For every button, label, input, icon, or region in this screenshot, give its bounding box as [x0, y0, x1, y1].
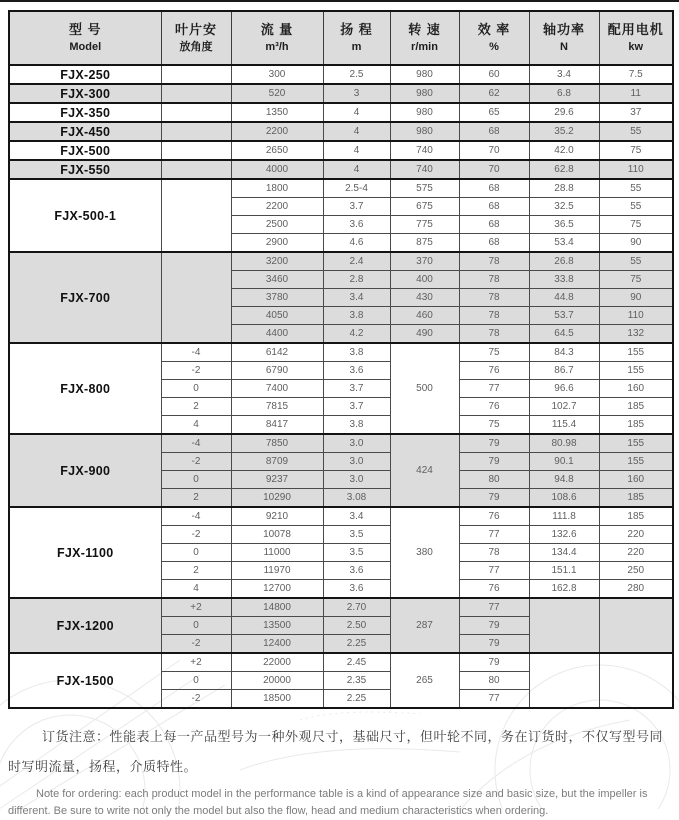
table-row: [9, 507, 673, 526]
efficiency-cell: 68: [459, 216, 529, 234]
head-cell: 3.08: [323, 489, 390, 508]
angle-cell: -2: [161, 526, 231, 544]
angle-cell: -4: [161, 343, 231, 362]
motor-cell: 11: [599, 84, 673, 103]
power-cell: 151.1: [529, 562, 599, 580]
table-row: [9, 84, 673, 103]
head-cell: 2.4: [323, 252, 390, 271]
efficiency-cell: 78: [459, 325, 529, 344]
motor-cell: [599, 598, 673, 653]
speed-cell: 400: [390, 271, 459, 289]
head-cell: 3.7: [323, 398, 390, 416]
head-cell: 2.45: [323, 653, 390, 672]
speed-cell: 380: [390, 507, 459, 598]
table-row: [9, 103, 673, 122]
motor-cell: [599, 653, 673, 708]
power-cell: 115.4: [529, 416, 599, 435]
motor-cell: 220: [599, 526, 673, 544]
head-cell: 3.4: [323, 289, 390, 307]
power-cell: 90.1: [529, 453, 599, 471]
head-cell: 2.50: [323, 617, 390, 635]
motor-cell: 55: [599, 122, 673, 141]
power-cell: 84.3: [529, 343, 599, 362]
power-cell: 35.2: [529, 122, 599, 141]
power-cell: 42.0: [529, 141, 599, 160]
efficiency-cell: 78: [459, 289, 529, 307]
motor-cell: 185: [599, 416, 673, 435]
angle-cell: [161, 160, 231, 179]
speed-cell: 490: [390, 325, 459, 344]
angle-cell: 0: [161, 617, 231, 635]
angle-cell: [161, 122, 231, 141]
table-row: [9, 343, 673, 362]
flow-cell: 8417: [231, 416, 323, 435]
efficiency-cell: 78: [459, 252, 529, 271]
angle-cell: [161, 252, 231, 343]
angle-cell: [161, 84, 231, 103]
flow-cell: 9237: [231, 471, 323, 489]
head-cell: 2.8: [323, 271, 390, 289]
motor-cell: 185: [599, 398, 673, 416]
flow-cell: 9210: [231, 507, 323, 526]
efficiency-cell: 79: [459, 617, 529, 635]
motor-cell: 75: [599, 271, 673, 289]
speed-cell: 287: [390, 598, 459, 653]
head-cell: 3.4: [323, 507, 390, 526]
motor-cell: 160: [599, 380, 673, 398]
flow-cell: 4000: [231, 160, 323, 179]
model-cell: FJX-350: [9, 103, 161, 122]
power-cell: 132.6: [529, 526, 599, 544]
speed-cell: 740: [390, 160, 459, 179]
efficiency-cell: 68: [459, 234, 529, 253]
angle-cell: -4: [161, 507, 231, 526]
efficiency-cell: 77: [459, 598, 529, 617]
efficiency-cell: 70: [459, 141, 529, 160]
table-row: [9, 434, 673, 453]
motor-cell: 90: [599, 289, 673, 307]
table-row: [9, 252, 673, 271]
flow-cell: 520: [231, 84, 323, 103]
speed-cell: 980: [390, 103, 459, 122]
efficiency-cell: 77: [459, 690, 529, 709]
column-header-4: 转 速 r/min: [390, 11, 459, 65]
motor-cell: 55: [599, 179, 673, 198]
column-header-1: 叶片安 放角度: [161, 11, 231, 65]
power-cell: 96.6: [529, 380, 599, 398]
column-header-5: 效 率 %: [459, 11, 529, 65]
speed-cell: 675: [390, 198, 459, 216]
angle-cell: [161, 103, 231, 122]
motor-cell: 55: [599, 252, 673, 271]
power-cell: 86.7: [529, 362, 599, 380]
head-cell: 4: [323, 103, 390, 122]
head-cell: 3.0: [323, 471, 390, 489]
note-english: Note for ordering: each product model in the performance table is a kind of appearance size and basic size, but the impeller is different. Be sure to write not only the model but also the flow, head and medium characteristics when ordering.: [8, 788, 648, 817]
model-cell: FJX-900: [9, 434, 161, 507]
power-cell: 36.5: [529, 216, 599, 234]
head-cell: 2.25: [323, 690, 390, 709]
flow-cell: 7400: [231, 380, 323, 398]
flow-cell: 22000: [231, 653, 323, 672]
efficiency-cell: 76: [459, 398, 529, 416]
angle-cell: 0: [161, 471, 231, 489]
efficiency-cell: 68: [459, 198, 529, 216]
column-header-7: 配用电机 kw: [599, 11, 673, 65]
angle-cell: [161, 179, 231, 252]
power-cell: 80.98: [529, 434, 599, 453]
flow-cell: 6790: [231, 362, 323, 380]
speed-cell: 265: [390, 653, 459, 708]
flow-cell: 11000: [231, 544, 323, 562]
power-cell: 28.8: [529, 179, 599, 198]
speed-cell: 775: [390, 216, 459, 234]
motor-cell: 75: [599, 216, 673, 234]
speed-cell: 430: [390, 289, 459, 307]
note-chinese: 订货注意：性能表上每一产品型号为一种外观尺寸，基础尺寸，但叶轮不同，务在订货时，不仅写型号同时写明流量，扬程，介质特性。: [8, 729, 664, 774]
power-cell: 64.5: [529, 325, 599, 344]
speed-cell: 575: [390, 179, 459, 198]
head-cell: 3.7: [323, 198, 390, 216]
efficiency-cell: 70: [459, 160, 529, 179]
angle-cell: 0: [161, 672, 231, 690]
speed-cell: 980: [390, 84, 459, 103]
head-cell: 3.8: [323, 343, 390, 362]
flow-cell: 3200: [231, 252, 323, 271]
efficiency-cell: 76: [459, 507, 529, 526]
speed-cell: 370: [390, 252, 459, 271]
flow-cell: 4050: [231, 307, 323, 325]
flow-cell: 1800: [231, 179, 323, 198]
motor-cell: 155: [599, 343, 673, 362]
flow-cell: 11970: [231, 562, 323, 580]
head-cell: 4: [323, 141, 390, 160]
flow-cell: 2500: [231, 216, 323, 234]
angle-cell: 0: [161, 380, 231, 398]
footnotes: [8, 722, 671, 820]
table-row: [9, 653, 673, 672]
table-row: [9, 179, 673, 198]
head-cell: 4.2: [323, 325, 390, 344]
flow-cell: 3780: [231, 289, 323, 307]
speed-cell: 980: [390, 65, 459, 84]
motor-cell: 220: [599, 544, 673, 562]
power-cell: 134.4: [529, 544, 599, 562]
head-cell: 2.5: [323, 65, 390, 84]
flow-cell: 2650: [231, 141, 323, 160]
motor-cell: 90: [599, 234, 673, 253]
column-header-0: 型 号 Model: [9, 11, 161, 65]
head-cell: 3.6: [323, 216, 390, 234]
model-cell: FJX-800: [9, 343, 161, 434]
efficiency-cell: 77: [459, 526, 529, 544]
flow-cell: 8709: [231, 453, 323, 471]
power-cell: 102.7: [529, 398, 599, 416]
angle-cell: +2: [161, 653, 231, 672]
angle-cell: 0: [161, 544, 231, 562]
flow-cell: 18500: [231, 690, 323, 709]
motor-cell: 132: [599, 325, 673, 344]
efficiency-cell: 77: [459, 562, 529, 580]
power-cell: [529, 598, 599, 653]
motor-cell: 250: [599, 562, 673, 580]
flow-cell: 10290: [231, 489, 323, 508]
head-cell: 3.7: [323, 380, 390, 398]
efficiency-cell: 68: [459, 179, 529, 198]
head-cell: 2.25: [323, 635, 390, 654]
speed-cell: 460: [390, 307, 459, 325]
column-header-3: 扬 程 m: [323, 11, 390, 65]
power-cell: 108.6: [529, 489, 599, 508]
table-row: [9, 598, 673, 617]
speed-cell: 875: [390, 234, 459, 253]
angle-cell: 2: [161, 562, 231, 580]
head-cell: 3.0: [323, 453, 390, 471]
efficiency-cell: 79: [459, 653, 529, 672]
power-cell: [529, 653, 599, 708]
angle-cell: -2: [161, 453, 231, 471]
flow-cell: 4400: [231, 325, 323, 344]
head-cell: 3.5: [323, 526, 390, 544]
head-cell: 3: [323, 84, 390, 103]
head-cell: 3.5: [323, 544, 390, 562]
table-body: [9, 65, 673, 708]
flow-cell: 20000: [231, 672, 323, 690]
column-header-6: 轴功率 N: [529, 11, 599, 65]
column-header-2: 流 量 m³/h: [231, 11, 323, 65]
power-cell: 26.8: [529, 252, 599, 271]
power-cell: 53.4: [529, 234, 599, 253]
motor-cell: 55: [599, 198, 673, 216]
power-cell: 62.8: [529, 160, 599, 179]
efficiency-cell: 77: [459, 380, 529, 398]
efficiency-cell: 68: [459, 122, 529, 141]
head-cell: 3.6: [323, 580, 390, 599]
table-header: [9, 11, 673, 65]
efficiency-cell: 76: [459, 362, 529, 380]
table-row: [9, 122, 673, 141]
table-row: [9, 141, 673, 160]
angle-cell: -2: [161, 635, 231, 654]
flow-cell: 3460: [231, 271, 323, 289]
efficiency-cell: 75: [459, 343, 529, 362]
efficiency-cell: 60: [459, 65, 529, 84]
model-cell: FJX-300: [9, 84, 161, 103]
head-cell: 2.5-4: [323, 179, 390, 198]
efficiency-cell: 80: [459, 672, 529, 690]
flow-cell: 2200: [231, 122, 323, 141]
head-cell: 4.6: [323, 234, 390, 253]
head-cell: 3.8: [323, 416, 390, 435]
angle-cell: 2: [161, 489, 231, 508]
power-cell: 33.8: [529, 271, 599, 289]
flow-cell: 6142: [231, 343, 323, 362]
head-cell: 2.70: [323, 598, 390, 617]
power-cell: 29.6: [529, 103, 599, 122]
top-divider: [0, 0, 679, 2]
model-cell: FJX-1100: [9, 507, 161, 598]
efficiency-cell: 79: [459, 434, 529, 453]
performance-table: [8, 10, 674, 709]
power-cell: 162.8: [529, 580, 599, 599]
efficiency-cell: 65: [459, 103, 529, 122]
power-cell: 53.7: [529, 307, 599, 325]
flow-cell: 2900: [231, 234, 323, 253]
speed-cell: 980: [390, 122, 459, 141]
motor-cell: 160: [599, 471, 673, 489]
efficiency-cell: 78: [459, 307, 529, 325]
flow-cell: 12700: [231, 580, 323, 599]
angle-cell: [161, 141, 231, 160]
head-cell: 3.6: [323, 562, 390, 580]
angle-cell: 2: [161, 398, 231, 416]
efficiency-cell: 79: [459, 635, 529, 654]
motor-cell: 110: [599, 307, 673, 325]
angle-cell: -2: [161, 362, 231, 380]
head-cell: 4: [323, 122, 390, 141]
power-cell: 32.5: [529, 198, 599, 216]
efficiency-cell: 79: [459, 489, 529, 508]
model-cell: FJX-700: [9, 252, 161, 343]
header-row: [9, 11, 673, 65]
efficiency-cell: 62: [459, 84, 529, 103]
flow-cell: 12400: [231, 635, 323, 654]
motor-cell: 110: [599, 160, 673, 179]
efficiency-cell: 76: [459, 580, 529, 599]
motor-cell: 7.5: [599, 65, 673, 84]
angle-cell: +2: [161, 598, 231, 617]
flow-cell: 10078: [231, 526, 323, 544]
angle-cell: -4: [161, 434, 231, 453]
model-cell: FJX-550: [9, 160, 161, 179]
motor-cell: 155: [599, 453, 673, 471]
power-cell: 111.8: [529, 507, 599, 526]
flow-cell: 300: [231, 65, 323, 84]
model-cell: FJX-500-1: [9, 179, 161, 252]
speed-cell: 500: [390, 343, 459, 434]
head-cell: 3.0: [323, 434, 390, 453]
motor-cell: 155: [599, 362, 673, 380]
power-cell: 6.8: [529, 84, 599, 103]
flow-cell: 1350: [231, 103, 323, 122]
angle-cell: 4: [161, 580, 231, 599]
head-cell: 3.8: [323, 307, 390, 325]
model-cell: FJX-450: [9, 122, 161, 141]
power-cell: 3.4: [529, 65, 599, 84]
head-cell: 2.35: [323, 672, 390, 690]
motor-cell: 185: [599, 507, 673, 526]
motor-cell: 37: [599, 103, 673, 122]
head-cell: 3.6: [323, 362, 390, 380]
efficiency-cell: 79: [459, 453, 529, 471]
flow-cell: 13500: [231, 617, 323, 635]
model-cell: FJX-250: [9, 65, 161, 84]
model-cell: FJX-500: [9, 141, 161, 160]
power-cell: 94.8: [529, 471, 599, 489]
head-cell: 4: [323, 160, 390, 179]
motor-cell: 155: [599, 434, 673, 453]
speed-cell: 424: [390, 434, 459, 507]
speed-cell: 740: [390, 141, 459, 160]
efficiency-cell: 75: [459, 416, 529, 435]
flow-cell: 7850: [231, 434, 323, 453]
motor-cell: 75: [599, 141, 673, 160]
power-cell: 44.8: [529, 289, 599, 307]
table-row: [9, 65, 673, 84]
angle-cell: -2: [161, 690, 231, 709]
model-cell: FJX-1200: [9, 598, 161, 653]
flow-cell: 7815: [231, 398, 323, 416]
flow-cell: 14800: [231, 598, 323, 617]
flow-cell: 2200: [231, 198, 323, 216]
motor-cell: 185: [599, 489, 673, 508]
motor-cell: 280: [599, 580, 673, 599]
efficiency-cell: 80: [459, 471, 529, 489]
angle-cell: [161, 65, 231, 84]
efficiency-cell: 78: [459, 271, 529, 289]
angle-cell: 4: [161, 416, 231, 435]
efficiency-cell: 78: [459, 544, 529, 562]
table-row: [9, 160, 673, 179]
model-cell: FJX-1500: [9, 653, 161, 708]
